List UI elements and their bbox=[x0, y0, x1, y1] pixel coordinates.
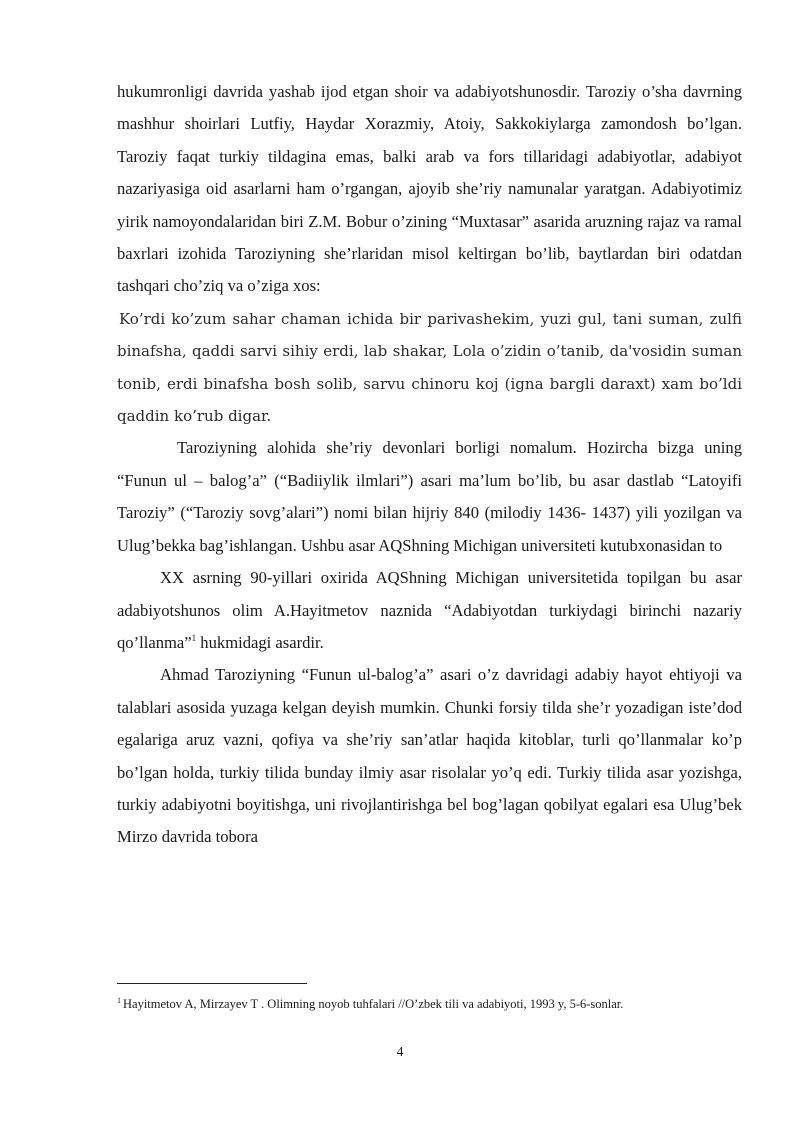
paragraph-3: Taroziyning alohida she’riy devonlari borligi nomalum. Hozircha bizga uning “Funun ul – balog’a” (“Badiiylik ilmlari”) asari ma’lum bo’lib, bu asar dastlab “Latoyifi Taroziy” (“Taroziy sovg’alari”) nomi bilan hijriy 840 (milodiy 1436- 1437) yili yozilgan va Ulug’bekka bag’ishlangan. Ushbu asar AQShning Michigan universiteti kutubxonasidan to bbox=[117, 438, 742, 555]
footnote-reference[interactable]: 1 bbox=[191, 632, 197, 643]
paragraph-4 bbox=[117, 562, 742, 659]
poem-quote: Ko’rdi ko’zum sahar chaman ichida bir parivashekim, yuzi gul, tani suman, zulfi binafsha, qaddi sarvi sihiy erdi, lab shakar, Lola o’zidin o’tanib, da'vosidin suman tonib, erdi binafsha bosh solib, sarvu chinoru koj (igna bargli daraxt) xam bo’ldi qaddin ko’rub digar. bbox=[117, 309, 742, 426]
page-number: 4 bbox=[396, 1044, 404, 1059]
paragraph-4-text: XX asrning 90-yillari oxirida AQShning Michigan universitetida topilgan bu asar adabiyotshunos olim A.Hayitmetov naznida “Adabiyotdan turkiydagi birinchi nazariy qo’llanma” bbox=[117, 568, 742, 652]
footnote bbox=[117, 993, 757, 1012]
paragraph-4-tail: hukmidagi asardir. bbox=[200, 632, 324, 652]
paragraph-5: Ahmad Taroziyning “Funun ul-balog’a” asari o’z davridagi adabiy hayot ehtiyoji va talablari asosida yuzaga kelgan deyish mumkin. Chunki forsiy tilda she’r yozadigan iste’dod egalariga aruz vazni, qofiya va she’riy san’atlar haqida kitoblar, turli qo’llanmalar ko’p bo’lgan holda, turkiy tilida bunday ilmiy asar risolalar yo’q edi. Turkiy tilida asar yozishga, turkiy adabiyotni boyitishga, uni rivojlantirishga bel bog’lagan qobilyat egalari esa Ulug’bek Mirzo davrida tobora bbox=[117, 665, 742, 847]
footnote-text: Hayitmetov A, Mirzayev T . Olimning noyob tuhfalari //O’zbek tili va adabiyoti, 1993 y, 5-6-sonlar. bbox=[123, 997, 624, 1011]
footnote-separator bbox=[117, 983, 307, 984]
paragraph-1: hukumronligi davrida yashab ijod etgan shoir va adabiyotshunosdir. Taroziy o’sha davrning mashhur shoirlari Lutfiy, Haydar Xorazmiy, Atoiy, Sakkokiylarga zamondosh bo’lgan. Taroziy faqat turkiy tildagina emas, balki arab va fors tillaridagi adabiyotlar, adabiyot nazariyasiga oid asarlarni ham o’rgangan, ajoyib she’riy namunalar yaratgan. Adabiyotimiz yirik namoyondalaridan biri Z.M. Bobur o’zining “Muxtasar” asarida aruzning rajaz va ramal baxrlari izohida Taroziyning she’rlaridan misol keltirgan bo’lib, baytlardan biri odatdan tashqari cho’ziq va o’ziga xos: bbox=[117, 82, 742, 296]
main-text bbox=[117, 76, 742, 854]
footnote-mark: 1 bbox=[117, 996, 121, 1005]
